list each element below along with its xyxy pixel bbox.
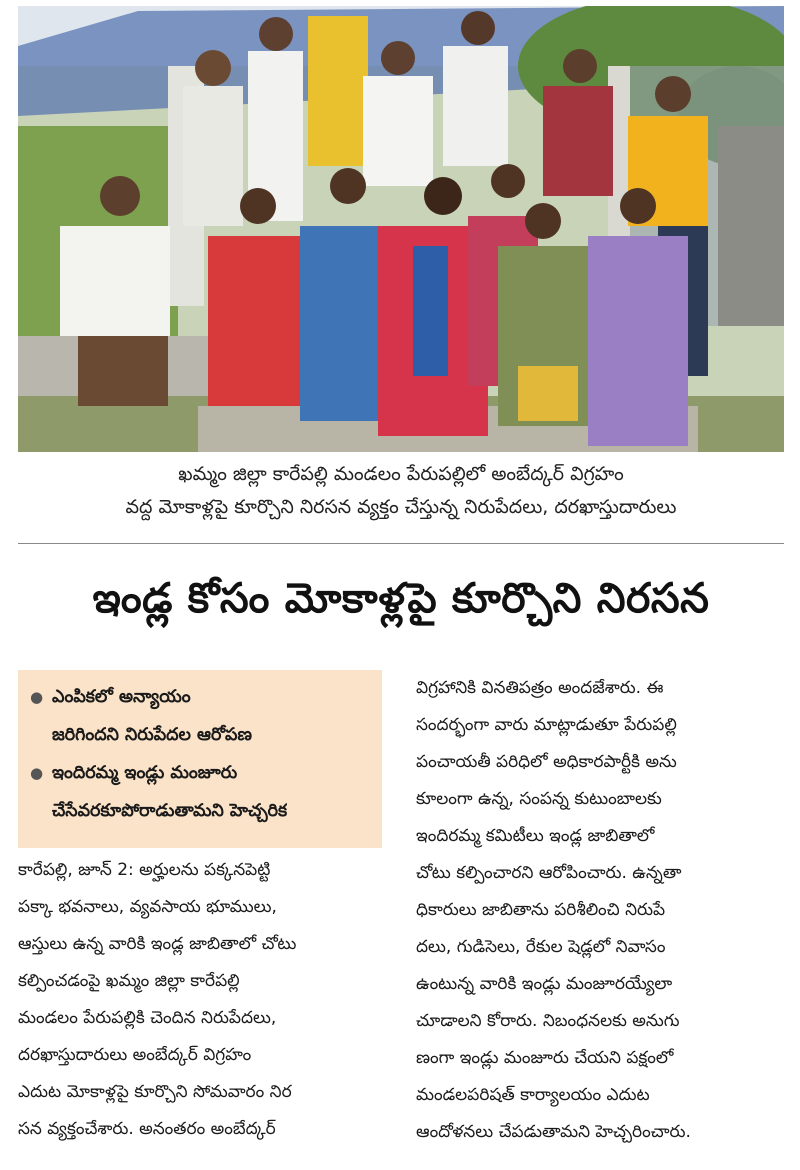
body-line: దలు, గుడిసెలు, రేకుల షెడ్లలో నివాసం xyxy=(416,937,666,957)
body-line: సందర్భంగా వారు మాట్లాడుతూ పేరుపల్లి xyxy=(416,715,677,735)
body-line: ఇందిరమ్మ కమిటీలు ఇండ్ల జాబితాలో xyxy=(416,826,655,846)
highlight-item xyxy=(30,678,372,754)
highlights-box xyxy=(18,670,382,848)
body-line: పంచాయతీ పరిధిలో అధికారపార్టీకి అను xyxy=(416,752,677,772)
body-line: మండలం పేరుపల్లికి చెందిన నిరుపేదలు, xyxy=(18,1008,277,1028)
bullet-icon: ● xyxy=(30,688,44,706)
body-line: ఆస్తులు ఉన్న వారికి ఇండ్ల జాబితాలో చోటు xyxy=(18,934,297,954)
body-line: కల్పించడంపై ఖమ్మం జిల్లా కారేపల్లి xyxy=(18,971,240,991)
highlight-line: చేసేవరకూపోరాడుతామని హెచ్చరిక xyxy=(52,801,288,821)
body-line: ధికారులు జాబితాను పరిశీలించి నిరుపే xyxy=(416,900,666,920)
body-line: కారేపల్లి, జూన్ 2: అర్హులను పక్కనపెట్టి xyxy=(18,860,271,880)
body-line: దరఖాస్తుదారులు అంబేద్కర్ విగ్రహం xyxy=(18,1045,252,1065)
highlight-line: ఎంపికలో అన్యాయం xyxy=(52,687,191,707)
body-line: చోటు కల్పించారని ఆరోపించారు. ఉన్నతా xyxy=(416,863,682,883)
body-column-left xyxy=(18,852,382,1148)
highlight-line: జరిగిందని నిరుపేదల ఆరోపణ xyxy=(52,725,252,745)
body-line: కూలంగా ఉన్న, సంపన్న కుటుంబాలకు xyxy=(416,789,662,809)
bullet-icon: ● xyxy=(30,764,44,782)
divider xyxy=(18,543,784,544)
body-line: చూడాలని కోరారు. నిబంధనలకు అనుగు xyxy=(416,1011,680,1031)
body-line: పక్కా భవనాలు, వ్యవసాయ భూములు, xyxy=(18,897,277,917)
highlight-item xyxy=(30,754,372,830)
body-line: ఆందోళనలు చేపడుతామని హెచ్చరించారు. xyxy=(416,1122,691,1142)
body-line: మండలపరిషత్ కార్యాలయం ఎదుట xyxy=(416,1085,650,1105)
news-photo xyxy=(18,6,784,452)
body-line: ఎదుట మోకాళ్లపై కూర్చొని సోమవారం నిర xyxy=(18,1082,292,1102)
photo-caption xyxy=(18,458,784,524)
highlight-line: ఇందిరమ్మ ఇండ్లు మంజూరు xyxy=(52,763,238,783)
body-line: సన వ్యక్తంచేశారు. అనంతరం అంబేద్కర్ xyxy=(18,1119,276,1139)
body-line: ఉంటున్న వారికి ఇండ్లు మంజూరయ్యేలా xyxy=(416,974,673,994)
body-line: విగ్రహానికి వినతిపత్రం అందజేశారు. ఈ xyxy=(416,678,664,698)
caption-line: ఖమ్మం జిల్లా కారేపల్లి మండలం పేరుపల్లిలో అంబేద్కర్ విగ్రహం xyxy=(178,463,624,485)
body-column-right xyxy=(416,670,784,1151)
body-line: ణంగా ఇండ్లు మంజూరు చేయని పక్షంలో xyxy=(416,1048,674,1068)
headline: ఇండ్ల కోసం మోకాళ్లపై కూర్చొని నిరసన xyxy=(92,574,710,622)
caption-line: వద్ద మోకాళ్లపై కూర్చొని నిరసన వ్యక్తం చేస్తున్న నిరుపేదలు, దరఖాస్తుదారులు xyxy=(125,496,677,518)
